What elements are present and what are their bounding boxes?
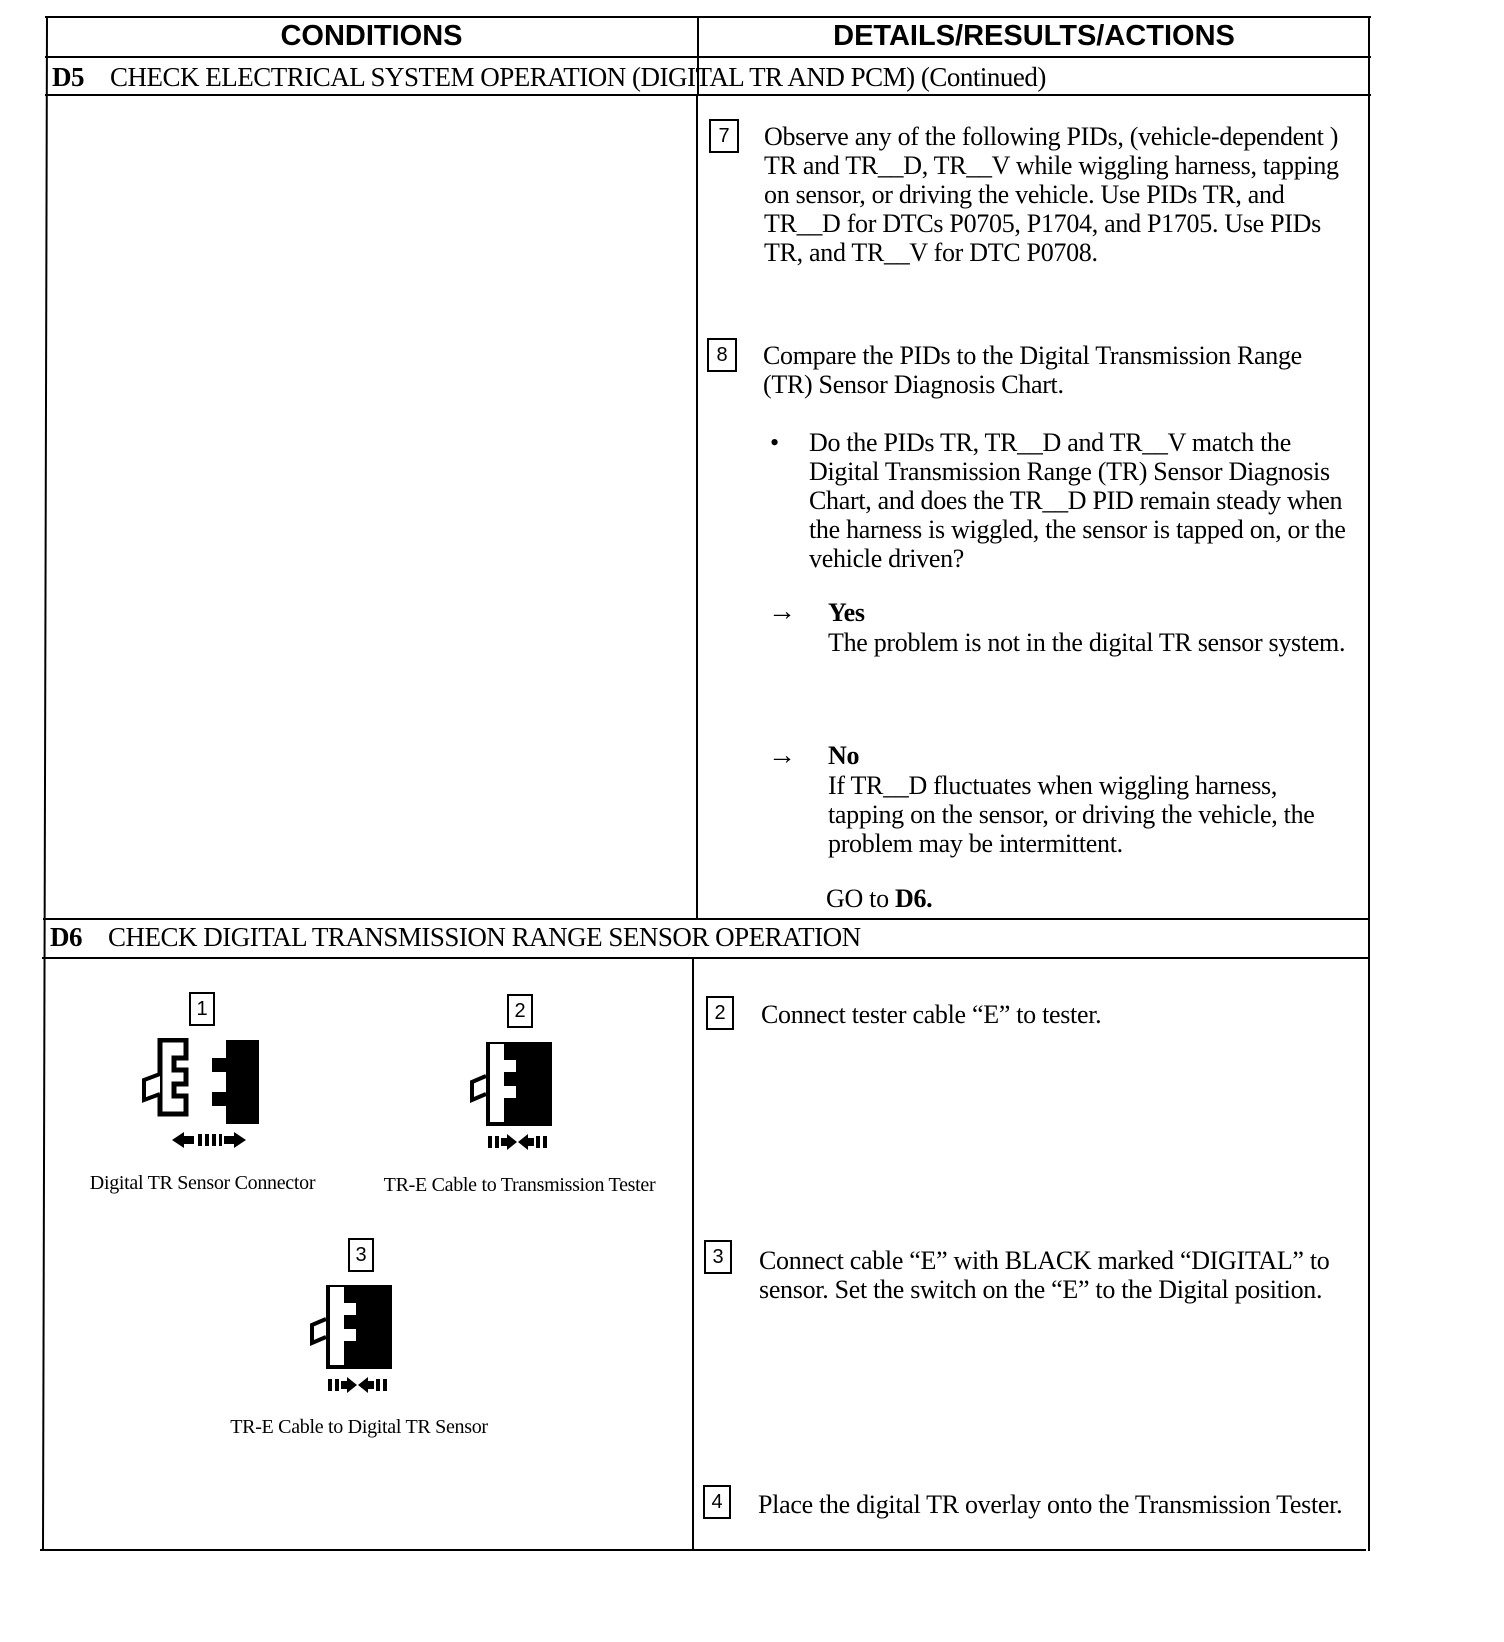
step-number-3: 3 <box>704 1240 732 1274</box>
step-8-question: Do the PIDs TR, TR__D and TR__V match the Digital Transmission Range (TR) Sensor Diagnosis Chart, and does the TR__D PID remain steady when the harness is wiggled, the sensor is tapped on, or the vehicle driven? <box>809 428 1346 573</box>
figure-number-2: 2 <box>507 994 533 1028</box>
column-divider <box>696 94 698 920</box>
bullet: • <box>770 428 779 457</box>
step-7-text: Observe any of the following PIDs, (vehicle-dependent ) TR and TR__D, TR__V while wiggling harness, tapping on sensor, or driving the vehicle. Use PIDs TR, and TR__D for DTCs P0705, P1704, and P1705. Use PIDs TR, and TR__V for DTC P0708. <box>764 122 1339 267</box>
figure-number-1: 1 <box>189 992 215 1026</box>
header-conditions: CONDITIONS <box>280 20 463 52</box>
step-number-4: 4 <box>703 1485 731 1519</box>
yes-text: The problem is not in the digital TR sensor system. <box>828 628 1346 657</box>
arrow-icon: → <box>768 740 796 771</box>
column-divider <box>692 957 694 1551</box>
step-2-text: Connect tester cable “E” to tester. <box>761 1000 1102 1029</box>
step-4-text: Place the digital TR overlay onto the Transmission Tester. <box>758 1490 1343 1519</box>
divider <box>43 918 1369 920</box>
figure-3-caption: TR-E Cable to Digital TR Sensor <box>230 1416 488 1438</box>
divider <box>45 94 1371 96</box>
table-border-top <box>45 16 1371 18</box>
step-number-2: 2 <box>706 996 734 1030</box>
table-border-bottom <box>40 1549 1366 1551</box>
section-d5-title: D5 CHECK ELECTRICAL SYSTEM OPERATION (DIGITAL TR AND PCM) (Continued) <box>52 62 1046 92</box>
step-number-8: 8 <box>707 338 737 372</box>
header-details: DETAILS/RESULTS/ACTIONS <box>833 20 1235 52</box>
yes-label: Yes <box>828 598 865 627</box>
step-3-text: Connect cable “E” with BLACK marked “DIGITAL” to sensor. Set the switch on the “E” to the Digital position. <box>759 1246 1330 1304</box>
figure-2-caption: TR-E Cable to Transmission Tester <box>383 1174 656 1196</box>
divider <box>42 957 1368 959</box>
figure-1-caption: Digital TR Sensor Connector <box>89 1172 316 1194</box>
table-border-right <box>1368 16 1370 1551</box>
arrow-icon: → <box>768 596 796 627</box>
goto-d6: GO to D6. <box>826 884 933 913</box>
connector-disconnected-icon <box>138 1038 263 1154</box>
section-d6-title: D6 CHECK DIGITAL TRANSMISSION RANGE SENSOR OPERATION <box>50 922 861 952</box>
connector-connected-icon <box>308 1283 398 1399</box>
no-text: If TR__D fluctuates when wiggling harness, tapping on the sensor, or driving the vehicle, the problem may be intermittent. <box>828 771 1315 858</box>
table-border-left <box>42 16 48 1551</box>
step-number-7: 7 <box>709 119 739 153</box>
divider <box>45 56 1371 58</box>
figure-number-3: 3 <box>348 1238 374 1272</box>
no-label: No <box>828 741 860 770</box>
connector-connected-icon <box>468 1040 558 1156</box>
step-8-text: Compare the PIDs to the Digital Transmission Range (TR) Sensor Diagnosis Chart. <box>763 341 1302 399</box>
